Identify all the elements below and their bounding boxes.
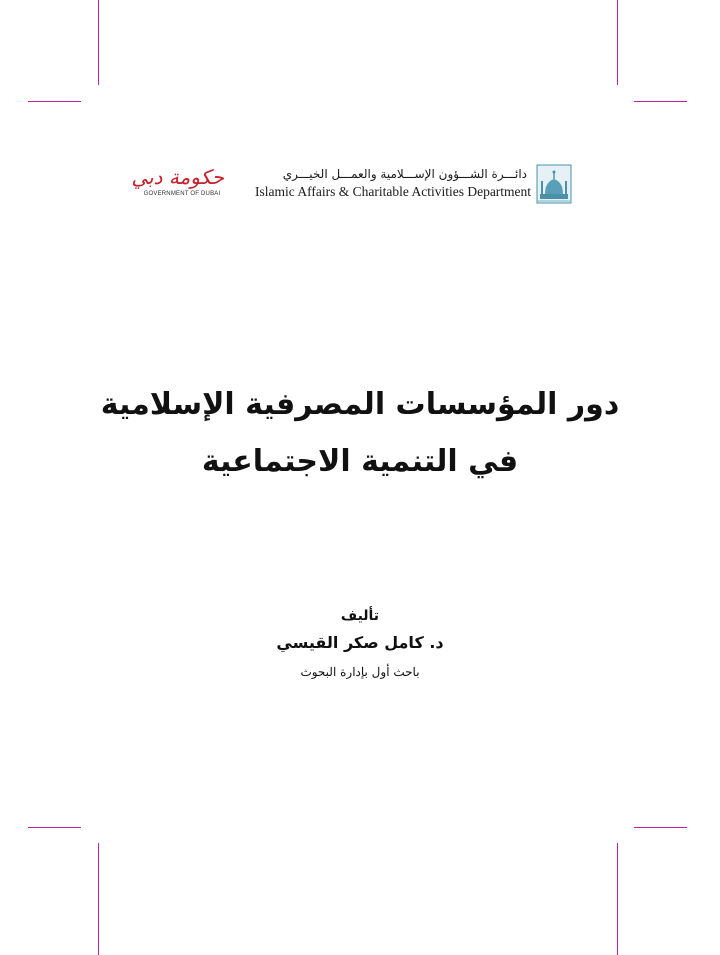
government-name-arabic: حكومة دبي [131, 165, 224, 189]
book-title-line-1: دور المؤسسات المصرفية الإسلامية [100, 387, 620, 422]
crop-mark-top-right-horizontal [634, 101, 687, 102]
department-name [255, 166, 532, 200]
government-name-english: GOVERNMENT OF DUBAI [143, 191, 221, 197]
crop-mark-bottom-left-vertical [98, 843, 99, 955]
mosque-dome-icon [536, 164, 572, 204]
book-title-line-2: في التنمية الاجتماعية [201, 444, 519, 479]
crop-mark-top-left-horizontal [28, 101, 81, 102]
crop-mark-bottom-right-vertical [617, 843, 618, 955]
crop-mark-bottom-left-horizontal [28, 827, 81, 828]
department-name-arabic: دائـــرة الشـــؤون الإســـلامية والعمـــل الخيـــري [282, 167, 527, 181]
crop-mark-top-left-vertical [98, 0, 99, 85]
author-by-label: تأليف [340, 608, 380, 624]
crop-mark-bottom-right-horizontal [634, 827, 687, 828]
government-of-dubai-logo [131, 164, 224, 204]
department-name-english: Islamic Affairs & Charitable Activities Department [255, 184, 532, 199]
page-header [0, 160, 720, 210]
crop-mark-top-right-vertical [617, 0, 618, 85]
author-name: د. كامل صكر القيسي [276, 633, 444, 652]
author-role: باحث أول بإدارة البحوث [300, 665, 420, 679]
